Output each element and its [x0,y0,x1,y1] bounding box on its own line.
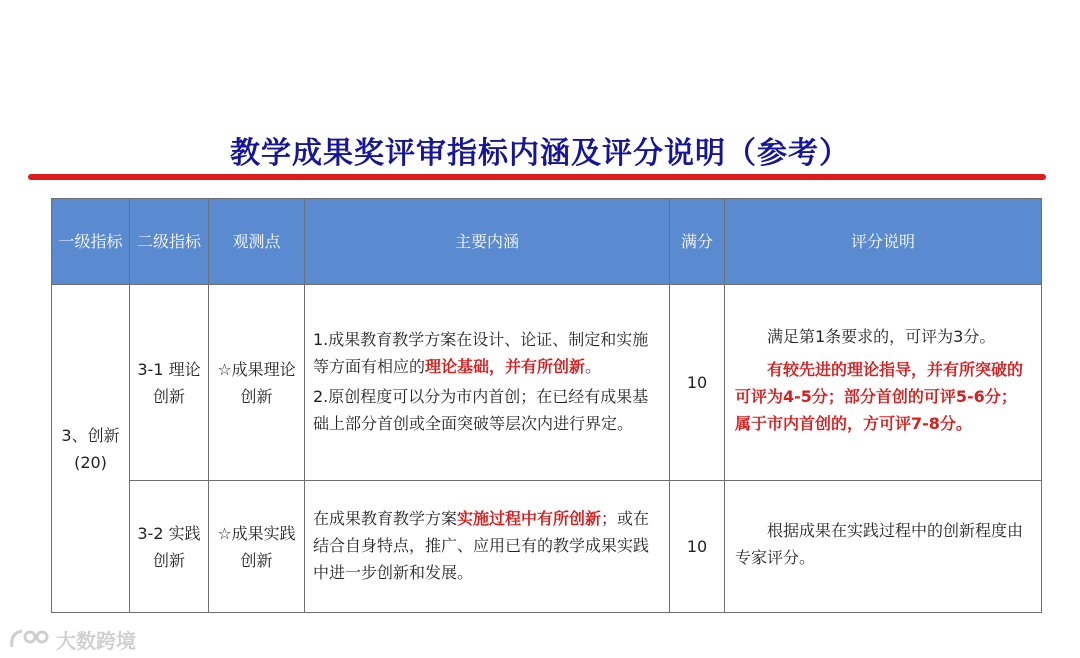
score-note-cell [725,285,1042,481]
score-note-text: 根据成果在实践过程中的创新程度由专家评分。 [735,520,1024,567]
full-score-cell: 10 [670,481,725,613]
full-score-cell: 10 [670,285,725,481]
content-paragraph [313,505,661,586]
content-text: ；或在结合自身特点，推广、应用已有的教学成果实践中进一步创新和发展。 [313,508,650,582]
criteria-table [51,198,1042,613]
observe-cell: ☆成果理论创新 [209,285,305,481]
header-level1: 一级指标 [52,199,130,285]
score-note-highlight: 有较先进的理论指导，并有所突破的可评为4-5分；部分首创的可评5-6分；属于市内首创的，方可评7-8分。 [735,359,1024,433]
level2-cell: 3-1 理论创新 [130,285,209,481]
content-text: 在成果教育教学方案 [313,508,458,528]
content-paragraph: 2.原创程度可以分为市内首创；在已经有成果基础上部分首创或全面突破等层次内进行界定。 [313,386,649,433]
level2-cell: 3-2 实践创新 [130,481,209,613]
table-row [52,285,1042,481]
header-full-score: 满分 [670,199,725,285]
title-underline [28,174,1046,180]
observe-cell: ☆成果实践创新 [209,481,305,613]
content-paragraph [313,326,661,380]
header-level2: 二级指标 [130,199,209,285]
content-cell [305,285,670,481]
score-note-cell [725,481,1042,613]
page-title: 教学成果奖评审指标内涵及评分说明（参考） [230,136,850,171]
level1-cell: 3、创新 (20) [52,285,130,613]
content-text: 1.成果教育教学方案在设计、论证、制定和实施等方面有相应的 [313,329,649,376]
content-highlight: 理论基础，并有所创新 [425,356,586,376]
table-header-row [52,199,1042,285]
score-note-text: 满足第1条要求的，可评为3分。 [767,326,996,346]
watermark-text: 大数跨境 [56,628,136,653]
header-observe: 观测点 [209,199,305,285]
header-score-note: 评分说明 [725,199,1042,285]
content-cell [305,481,670,613]
content-text: 。 [585,356,602,376]
watermark [8,624,136,654]
header-content: 主要内涵 [305,199,670,285]
table-row [52,481,1042,613]
content-highlight: 实施过程中有所创新 [457,508,602,528]
watermark-logo-icon [8,627,52,651]
